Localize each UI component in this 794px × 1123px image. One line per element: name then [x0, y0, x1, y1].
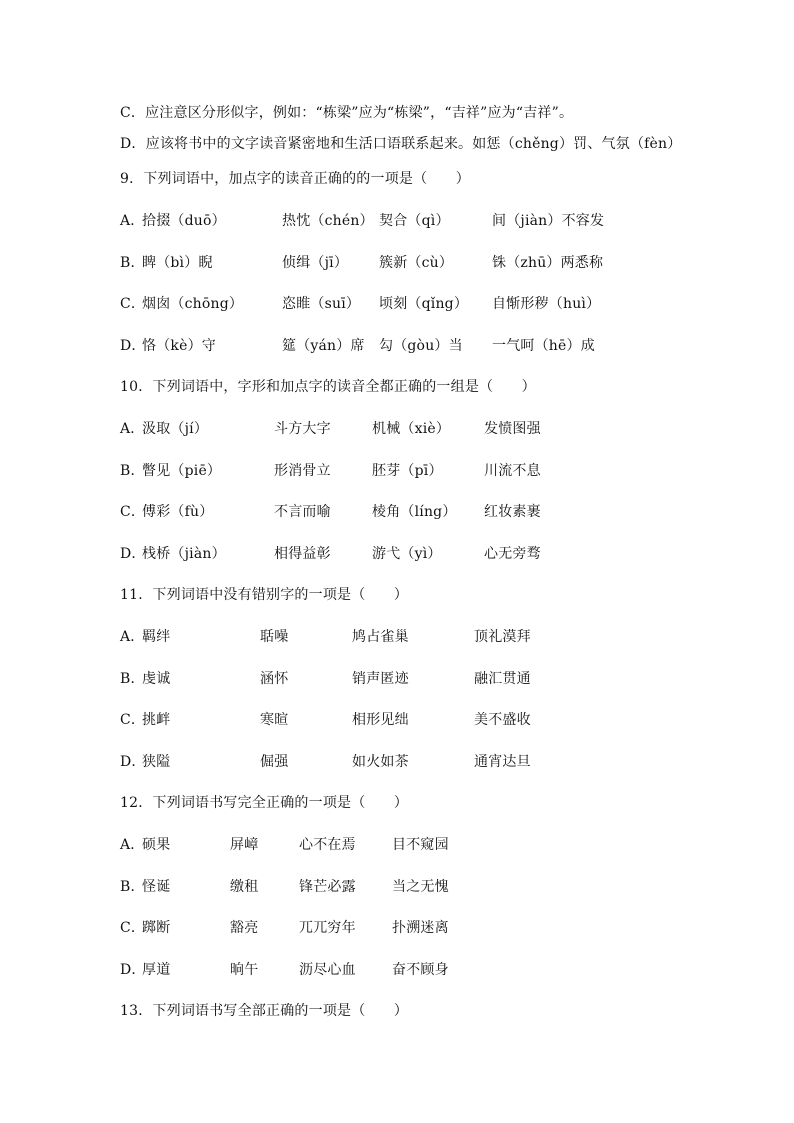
option-term: 栈桥（jiàn）: [142, 546, 226, 562]
option-term: 契合（qì）: [379, 213, 450, 229]
option-term: 热忱（chén）: [282, 213, 374, 229]
option-letter: C．: [120, 920, 146, 936]
question-10-stem: 10．下列词语中，字形和加点字的读音全都正确的一组是（ ）: [120, 379, 536, 395]
option-term: 红妆素裹: [484, 504, 541, 520]
option-term: 通宵达旦: [474, 754, 531, 770]
option-letter: D．: [120, 546, 146, 562]
option-term: 睥（bì）睨: [142, 255, 213, 271]
question-12-stem: 12．下列词语书写完全正确的一项是（ ）: [120, 795, 409, 811]
option-letter: B．: [120, 463, 145, 479]
option-term: 形消骨立: [274, 463, 331, 479]
question-13-stem: 13．下列词语书写全部正确的一项是（ ）: [120, 1003, 409, 1019]
option-letter: A．: [120, 629, 145, 645]
option-term: 顶礼漠拜: [474, 629, 531, 645]
option-term: 游弋（yì）: [372, 546, 442, 562]
option-term: 鸠占雀巢: [352, 629, 409, 645]
option-term: 一气呵（hē）成: [492, 338, 595, 354]
option-term: 兀兀穷年: [299, 920, 356, 936]
option-letter: A．: [120, 837, 145, 853]
option-term: 挑衅: [142, 712, 171, 728]
option-letter: B．: [120, 671, 145, 687]
option-letter: B．: [120, 879, 145, 895]
option-term: 心不在焉: [299, 837, 356, 853]
option-term: 沥尽心血: [299, 962, 356, 978]
option-term: 傅彩（fù）: [142, 504, 214, 520]
option-term: 豁亮: [230, 920, 259, 936]
option-letter: D．: [120, 754, 146, 770]
option-letter: C．: [120, 504, 146, 520]
option-term: 恣睢（suī）: [282, 296, 361, 312]
option-term: 勾（gòu）当: [379, 338, 463, 354]
option-term: 瞥见（piē）: [142, 463, 222, 479]
option-letter: C．: [120, 296, 146, 312]
option-term: 如火如茶: [352, 754, 409, 770]
option-letter: C．: [120, 712, 146, 728]
option-term: 不言而喻: [274, 504, 331, 520]
question-11-stem: 11．下列词语中没有错别字的一项是（ ）: [120, 587, 409, 603]
option-term: 寒暄: [260, 712, 289, 728]
option-term: 顷刻（qǐng）: [379, 296, 469, 312]
option-term: 机械（xiè）: [372, 421, 451, 437]
option-term: 当之无愧: [392, 879, 449, 895]
option-term: 销声匿迹: [352, 671, 409, 687]
option-term: 倔强: [260, 754, 289, 770]
option-letter: A．: [120, 213, 145, 229]
option-term: 自惭形秽（huì）: [492, 296, 601, 312]
option-term: 缴租: [230, 879, 259, 895]
option-term: 棱角（líng）: [372, 504, 457, 520]
option-term: 斗方大字: [274, 421, 331, 437]
option-term: 铢（zhū）两悉称: [492, 255, 604, 271]
option-term: 拾掇（duō）: [142, 213, 226, 229]
option-term: 晌午: [230, 962, 259, 978]
option-term: 奋不顾身: [392, 962, 449, 978]
option-term: 怪诞: [142, 879, 171, 895]
option-term: 烟囱（chōng）: [142, 296, 244, 312]
option-letter: A．: [120, 421, 145, 437]
option-term: 心无旁骛: [484, 546, 541, 562]
option-term: 狭隘: [142, 754, 171, 770]
option-term: 厚道: [142, 962, 171, 978]
option-term: 硕果: [142, 837, 171, 853]
option-term: 相得益彰: [274, 546, 331, 562]
option-term: 羁绊: [142, 629, 171, 645]
option-d-note: D．应该将书中的文字读音紧密地和生活口语联系起来。如惩（chěng）罚、气氛（fèn）: [120, 136, 682, 152]
option-term: 锋芒必露: [299, 879, 356, 895]
option-term: 胚芽（pī）: [372, 463, 443, 479]
question-9-stem: 9．下列词语中，加点字的读音正确的的一项是（ ）: [120, 171, 470, 187]
option-term: 簇新（cù）: [379, 255, 454, 271]
option-term: 间（jiàn）不容发: [492, 213, 605, 229]
option-letter: D．: [120, 338, 146, 354]
option-term: 发愤图强: [484, 421, 541, 437]
option-term: 屏嶂: [230, 837, 259, 853]
option-term: 扑溯迷离: [392, 920, 449, 936]
option-term: 目不窥园: [392, 837, 449, 853]
option-term: 相形见绌: [352, 712, 409, 728]
option-letter: B．: [120, 255, 145, 271]
option-c-note: C．应注意区分形似字，例如：“栋梁”应为“栋梁”，“吉祥”应为“吉祥”。: [120, 105, 574, 121]
option-term: 美不盛收: [474, 712, 531, 728]
option-term: 虔诚: [142, 671, 171, 687]
option-letter: D．: [120, 962, 146, 978]
option-term: 聒噪: [260, 629, 289, 645]
option-term: 涵怀: [260, 671, 289, 687]
option-term: 汲取（jí）: [142, 421, 209, 437]
option-term: 踯断: [142, 920, 171, 936]
option-term: 侦缉（jī）: [282, 255, 349, 271]
option-term: 恪（kè）守: [142, 338, 216, 354]
option-term: 川流不息: [484, 463, 541, 479]
option-term: 融汇贯通: [474, 671, 531, 687]
option-term: 筵（yán）席: [282, 338, 365, 354]
